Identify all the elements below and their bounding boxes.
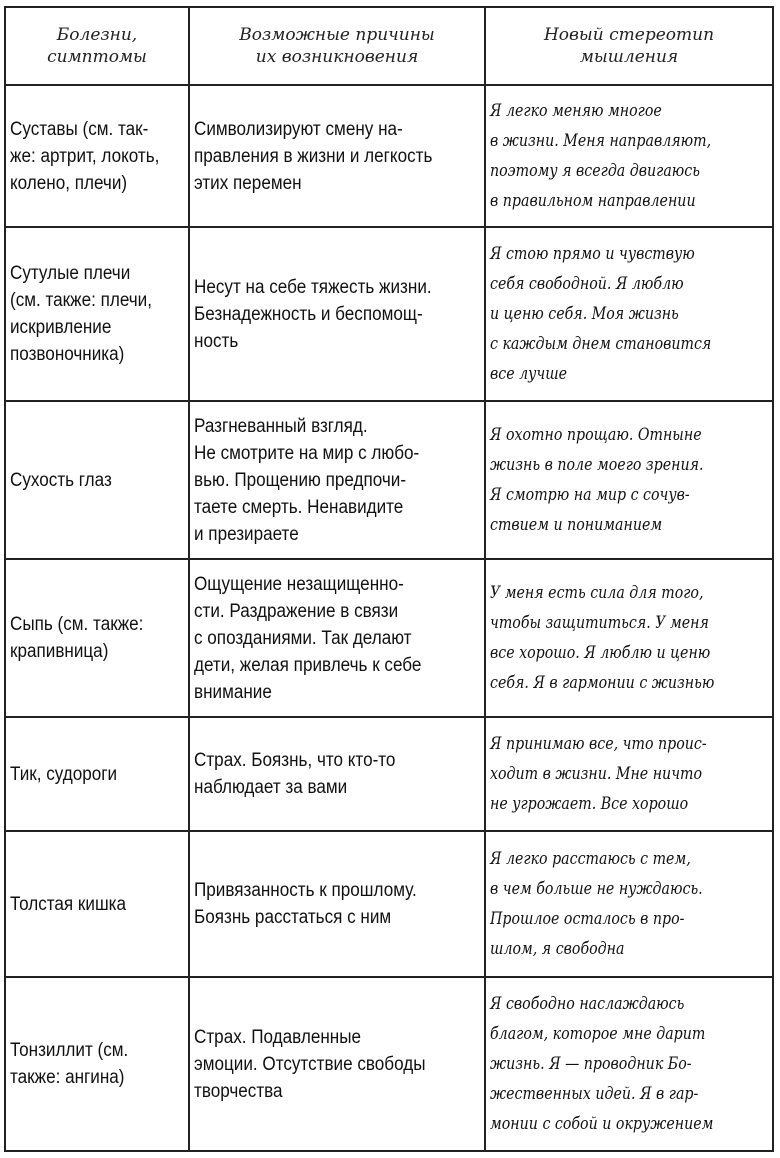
table-row xyxy=(6,718,772,832)
cause-cell: Привязанность к прошлому. Боязнь расстаться с ним xyxy=(190,832,486,976)
cause-cell: Символизируют смену на- правления в жизни и легкость этих перемен xyxy=(190,86,486,226)
affirmation-cell: Я охотно прощаю. Отныне жизнь в поле моего зрения. Я смотрю на мир с сочув- ствием и пониманием xyxy=(490,425,704,534)
table-row xyxy=(6,560,772,718)
cause-cell: Разгневанный взгляд. Не смотрите на мир с любо- вью. Прощению предпочи- таете смерть. Ненавидите и презираете xyxy=(190,402,486,558)
disease-cell: Тонзиллит (см. также: ангина) xyxy=(6,978,190,1150)
affirmation-cell: Я свободно наслаждаюсь благом, которое мне дарит жизнь. Я — проводник Бо- жественных идей. Я в гар- монии с собой и окружением xyxy=(490,994,714,1133)
affirmation-cell: Я легко расстаюсь с тем, в чем больше не нуждаюсь. Прошлое осталось в про- шлом, я свободна xyxy=(490,849,703,958)
affirmation-cell: Я стою прямо и чувствую себя свободной. Я люблю и ценю себя. Моя жизнь с каждым днем становится все лучше xyxy=(490,244,712,383)
disease-cell: Суставы (см. так- же: артрит, локоть, колено, плечи) xyxy=(6,86,190,226)
affirmation-cell: Я легко меняю многое в жизни. Меня направляют, поэтому я всегда двигаюсь в правильном направлении xyxy=(490,101,712,210)
table-row xyxy=(6,86,772,228)
disease-cell: Тик, судороги xyxy=(6,718,190,830)
disease-cell: Толстая кишка xyxy=(6,832,190,976)
disease-cell: Сухость глаз xyxy=(6,402,190,558)
table-row xyxy=(6,402,772,560)
disease-table xyxy=(4,6,774,1152)
affirmation-cell: У меня есть сила для того, чтобы защититься. У меня все хорошо. Я люблю и ценю себя. Я в гармонии с жизнью xyxy=(490,583,715,692)
table-row xyxy=(6,978,772,1150)
cause-cell: Страх. Боязнь, что кто-то наблюдает за вами xyxy=(190,718,486,830)
table-row xyxy=(6,228,772,402)
header-causes: Возможные причины их возникновения xyxy=(190,8,486,84)
disease-cell: Сутулые плечи (см. также: плечи, искривление позвоночника) xyxy=(6,228,190,400)
cause-cell: Несут на себе тяжесть жизни. Безнадежность и беспомощ- ность xyxy=(190,228,486,400)
cause-cell: Ощущение незащищенно- сти. Раздражение в связи с опозданиями. Так делают дети, желая привлечь к себе внимание xyxy=(190,560,486,716)
header-affirmation: Новый стереотип мышления xyxy=(543,25,715,67)
affirmation-cell: Я принимаю все, что проис- ходит в жизни. Мне ничто не угрожает. Все хорошо xyxy=(490,734,707,813)
table-header xyxy=(6,8,772,86)
cause-cell: Страх. Подавленные эмоции. Отсутствие свободы творчества xyxy=(190,978,486,1150)
header-diseases: Болезни, симптомы xyxy=(6,8,190,84)
disease-cell: Сыпь (см. также: крапивница) xyxy=(6,560,190,716)
table-row xyxy=(6,832,772,978)
